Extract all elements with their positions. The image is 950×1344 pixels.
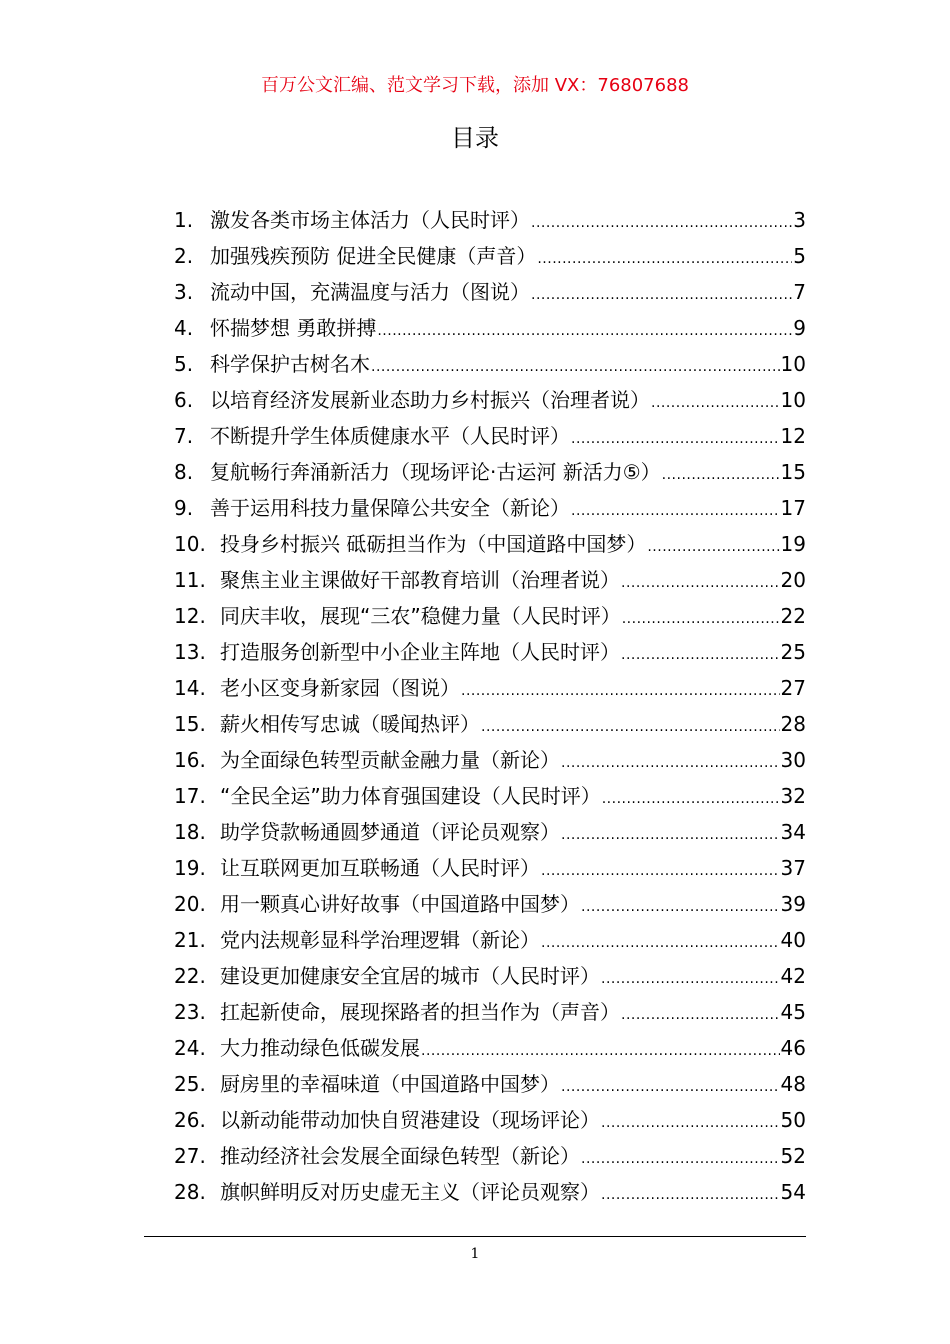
toc-entry[interactable] (174, 526, 806, 562)
toc-dot-leader (561, 745, 780, 781)
toc-entry[interactable] (174, 994, 806, 1030)
toc-entry[interactable] (174, 814, 806, 850)
toc-entry-number: 2. (174, 244, 194, 268)
toc-entry[interactable] (174, 238, 806, 274)
toc-entry-number: 12. (174, 604, 206, 628)
toc-entry-number: 19. (174, 856, 206, 880)
toc-entry-title: 投身乡村振兴 砥砺担当作为（中国道路中国梦） (220, 532, 647, 556)
toc-entry-title: 同庆丰收，展现“三农”稳健力量（人民时评） (220, 604, 621, 628)
toc-entry-page: 27 (780, 676, 806, 700)
toc-dot-leader (531, 205, 792, 241)
toc-dot-leader (662, 457, 780, 493)
toc-entry[interactable] (174, 310, 806, 346)
toc-entry-page: 42 (780, 964, 806, 988)
toc-entry-number: 17. (174, 784, 206, 808)
footer-divider (144, 1236, 806, 1237)
toc-dot-leader (421, 1033, 780, 1069)
toc-entry[interactable] (174, 778, 806, 814)
toc-entry-title: 助学贷款畅通圆梦通道（评论员观察） (220, 820, 560, 844)
toc-entry-title: 用一颗真心讲好故事（中国道路中国梦） (220, 892, 580, 916)
toc-entry-page: 30 (780, 748, 806, 772)
toc-dot-leader (621, 637, 780, 673)
toc-entry[interactable] (174, 886, 806, 922)
toc-dot-leader (651, 385, 780, 421)
toc-entry[interactable] (174, 346, 806, 382)
toc-entry-title: 建设更加健康安全宜居的城市（人民时评） (220, 964, 600, 988)
toc-entry-page: 3 (793, 208, 806, 232)
toc-entry[interactable] (174, 1030, 806, 1066)
toc-dot-leader (581, 1141, 780, 1177)
toc-entry[interactable] (174, 418, 806, 454)
toc-dot-leader (537, 241, 792, 277)
header-banner: 百万公文汇编、范文学习下载，添加 VX：76807688 (261, 75, 689, 96)
toc-entry-number: 16. (174, 748, 206, 772)
toc-entry-title: 以新动能带动加快自贸港建设（现场评论） (220, 1108, 600, 1132)
toc-entry-number: 15. (174, 712, 206, 736)
toc-entry-number: 24. (174, 1036, 206, 1060)
toc-dot-leader (601, 1177, 780, 1213)
toc-entry[interactable] (174, 1174, 806, 1210)
toc-entry-number: 18. (174, 820, 206, 844)
toc-entry-page: 7 (793, 280, 806, 304)
toc-entry-title: 为全面绿色转型贡献金融力量（新论） (220, 748, 560, 772)
toc-entry-page: 25 (780, 640, 806, 664)
toc-entry[interactable] (174, 670, 806, 706)
toc-entry-page: 48 (780, 1072, 806, 1096)
toc-dot-leader (602, 781, 780, 817)
toc-entry-page: 19 (780, 532, 806, 556)
toc-entry-page: 40 (780, 928, 806, 952)
toc-entry[interactable] (174, 922, 806, 958)
toc-dot-leader (461, 673, 780, 709)
toc-entry-title: 旗帜鲜明反对历史虚无主义（评论员观察） (220, 1180, 600, 1204)
toc-entry-number: 8. (174, 460, 194, 484)
toc-dot-leader (371, 349, 780, 385)
toc-entry-page: 52 (780, 1144, 806, 1168)
toc-entry-title: 老小区变身新家园（图说） (220, 676, 460, 700)
toc-entry-number: 28. (174, 1180, 206, 1204)
toc-entry-page: 46 (780, 1036, 806, 1060)
toc-entry[interactable] (174, 454, 806, 490)
toc-entry-title: 让互联网更加互联畅通（人民时评） (220, 856, 540, 880)
toc-entry-page: 32 (780, 784, 806, 808)
toc-entry-title: 扛起新使命，展现探路者的担当作为（声音） (220, 1000, 620, 1024)
toc-entry[interactable] (174, 1138, 806, 1174)
toc-entry-title: 打造服务创新型中小企业主阵地（人民时评） (220, 640, 620, 664)
toc-dot-leader (601, 961, 780, 997)
toc-entry-page: 12 (780, 424, 806, 448)
toc-entry-number: 14. (174, 676, 206, 700)
toc-entry-page: 37 (780, 856, 806, 880)
toc-entry-title: 复航畅行奔涌新活力（现场评论·古运河 新活力⑤） (210, 460, 661, 484)
toc-entry[interactable] (174, 634, 806, 670)
toc-entry-title: 聚焦主业主课做好干部教育培训（治理者说） (220, 568, 620, 592)
toc-entry-page: 34 (780, 820, 806, 844)
toc-entry-number: 22. (174, 964, 206, 988)
toc-dot-leader (621, 565, 780, 601)
toc-dot-leader (621, 997, 780, 1033)
toc-entry[interactable] (174, 706, 806, 742)
toc-dot-leader (377, 313, 792, 349)
toc-entry[interactable] (174, 562, 806, 598)
toc-entry-title: 厨房里的幸福味道（中国道路中国梦） (220, 1072, 560, 1096)
toc-entry-number: 5. (174, 352, 194, 376)
toc-entry-page: 22 (780, 604, 806, 628)
toc-dot-leader (571, 493, 780, 529)
toc-dot-leader (581, 889, 780, 925)
toc-entry-number: 23. (174, 1000, 206, 1024)
toc-dot-leader (647, 529, 779, 565)
toc-entry[interactable] (174, 598, 806, 634)
toc-entry-title: 科学保护古树名木 (210, 352, 370, 376)
toc-entry[interactable] (174, 742, 806, 778)
toc-entry-page: 54 (780, 1180, 806, 1204)
toc-entry-title: 不断提升学生体质健康水平（人民时评） (210, 424, 570, 448)
toc-entry-title: 以培育经济发展新业态助力乡村振兴（治理者说） (210, 388, 650, 412)
toc-entry-number: 1. (174, 208, 194, 232)
toc-entry-page: 45 (780, 1000, 806, 1024)
toc-entry-title: 激发各类市场主体活力（人民时评） (210, 208, 530, 232)
toc-entry[interactable] (174, 1066, 806, 1102)
toc-entry-page: 50 (780, 1108, 806, 1132)
toc-entry-page: 15 (780, 460, 806, 484)
toc-entry-number: 7. (174, 424, 194, 448)
toc-entry-page: 17 (780, 496, 806, 520)
toc-entry-number: 10. (174, 532, 206, 556)
toc-entry[interactable] (174, 382, 806, 418)
toc-entry[interactable] (174, 1102, 806, 1138)
toc-entry-number: 26. (174, 1108, 206, 1132)
toc-entry-page: 28 (780, 712, 806, 736)
toc-entry-title: 薪火相传写忠诚（暖闻热评） (220, 712, 480, 736)
toc-entry-title: 怀揣梦想 勇敢拼搏 (210, 316, 377, 340)
toc-entry-number: 21. (174, 928, 206, 952)
toc-entry-page: 10 (780, 388, 806, 412)
toc-entry-title: 流动中国，充满温度与活力（图说） (210, 280, 530, 304)
toc-entry-page: 20 (780, 568, 806, 592)
table-of-contents (174, 202, 806, 1210)
toc-entry-page: 5 (793, 244, 806, 268)
toc-entry-title: 加强残疾预防 促进全民健康（声音） (210, 244, 537, 268)
toc-entry-page: 10 (780, 352, 806, 376)
toc-dot-leader (571, 421, 780, 457)
toc-dot-leader (561, 1069, 780, 1105)
toc-entry-number: 20. (174, 892, 206, 916)
toc-dot-leader (541, 925, 780, 961)
toc-entry-number: 25. (174, 1072, 206, 1096)
toc-entry-title: 善于运用科技力量保障公共安全（新论） (210, 496, 570, 520)
toc-entry-number: 4. (174, 316, 194, 340)
toc-entry-page: 9 (793, 316, 806, 340)
toc-entry-number: 27. (174, 1144, 206, 1168)
toc-dot-leader (541, 853, 780, 889)
toc-entry[interactable] (174, 490, 806, 526)
toc-entry[interactable] (174, 850, 806, 886)
toc-entry-title: 党内法规彰显科学治理逻辑（新论） (220, 928, 540, 952)
toc-entry-number: 3. (174, 280, 194, 304)
toc-dot-leader (601, 1105, 780, 1141)
toc-entry-page: 39 (780, 892, 806, 916)
toc-entry[interactable] (174, 274, 806, 310)
toc-entry-title: “全民全运”助力体育强国建设（人民时评） (220, 784, 601, 808)
toc-entry-number: 9. (174, 496, 194, 520)
toc-entry-title: 大力推动绿色低碳发展 (220, 1036, 420, 1060)
toc-entry-number: 6. (174, 388, 194, 412)
document-title: 目录 (451, 124, 499, 152)
toc-entry-title: 推动经济社会发展全面绿色转型（新论） (220, 1144, 580, 1168)
toc-dot-leader (561, 817, 780, 853)
toc-entry-number: 11. (174, 568, 206, 592)
page-number: 1 (470, 1246, 480, 1262)
toc-dot-leader (622, 601, 780, 637)
toc-entry[interactable] (174, 202, 806, 238)
toc-dot-leader (481, 709, 780, 745)
toc-dot-leader (531, 277, 792, 313)
toc-entry-number: 13. (174, 640, 206, 664)
toc-entry[interactable] (174, 958, 806, 994)
